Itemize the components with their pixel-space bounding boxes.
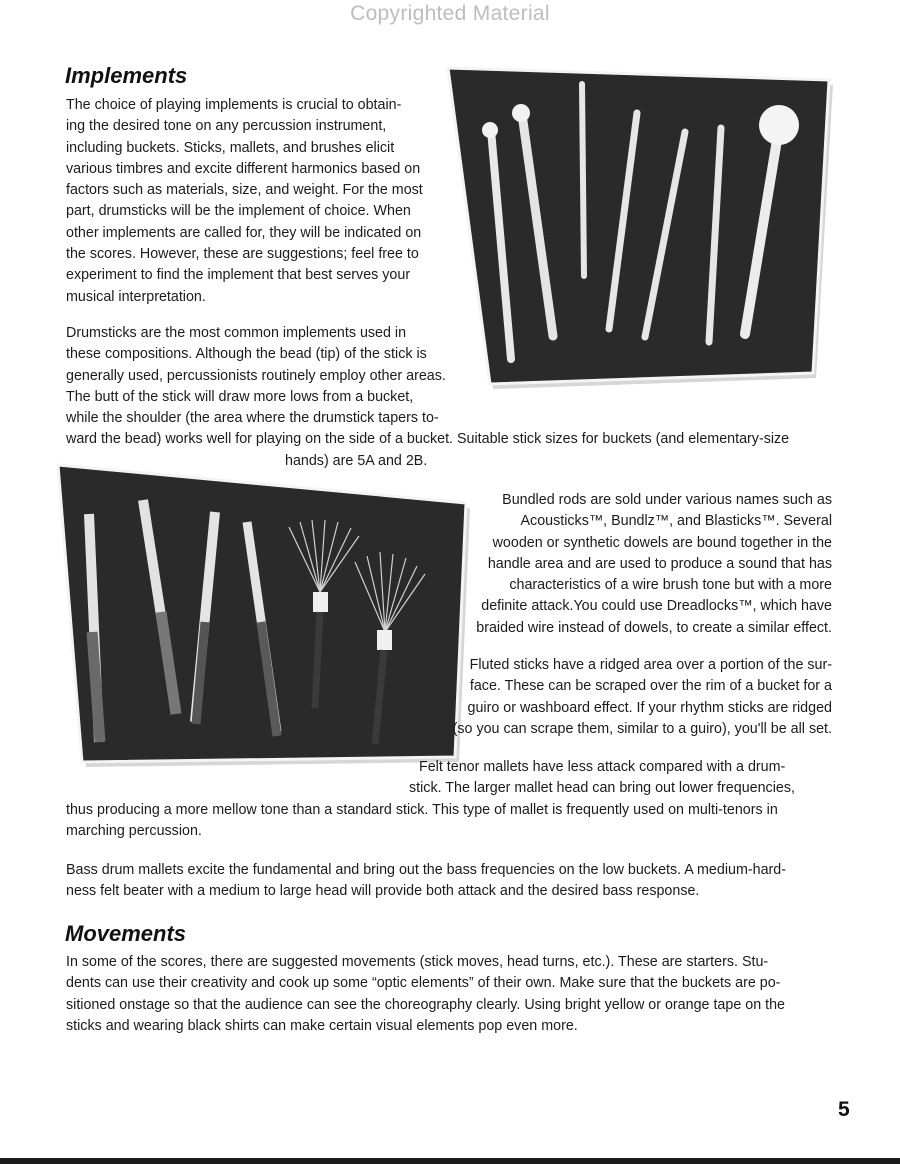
text-line: Fluted sticks have a ridged area over a portion of the sur- bbox=[469, 657, 832, 673]
text-line: various timbres and excite different harmonics based on bbox=[66, 160, 421, 177]
movements-heading: Movements bbox=[65, 921, 187, 946]
text-line: sitioned onstage so that the audience can see the choreography clearly. Using bright yellow or orange tape on the bbox=[66, 996, 786, 1013]
paragraph-bundled-rods bbox=[476, 490, 832, 639]
text-line: braided wire instead of dowels, to create a similar effect. bbox=[476, 619, 832, 636]
text-line: marching percussion. bbox=[66, 822, 202, 839]
text-line: generally used, percussionists routinely employ other areas. bbox=[66, 367, 446, 384]
paragraph-fluted-sticks bbox=[453, 655, 832, 740]
text-line: these compositions. Although the bead (tip) of the stick is bbox=[66, 346, 427, 363]
text-line: Bundled rods are sold under various names such as bbox=[502, 492, 832, 508]
text-line: The butt of the stick will draw more lows from a bucket, bbox=[66, 388, 414, 405]
implements-heading: Implements bbox=[65, 63, 188, 88]
text-line: Drumsticks are the most common implements used in bbox=[66, 325, 407, 341]
text-line: other implements are called for, they will be indicated on bbox=[66, 224, 422, 241]
rods-brushes-photo bbox=[55, 462, 475, 772]
text-line: dents can use their creativity and cook up some “optic elements” of their own. Make sure that the buckets are po- bbox=[66, 975, 781, 992]
text-line: Acousticks™, Bundlz™, and Blasticks™. Several bbox=[520, 513, 832, 530]
text-line: musical interpretation. bbox=[66, 288, 206, 305]
text-line: sticks and wearing black shirts can make certain visual elements pop even more. bbox=[66, 1017, 578, 1034]
text-line: ward the bead) works well for playing on the side of a bucket. Suitable stick sizes for buckets (and elementary-size bbox=[66, 431, 790, 448]
paragraph-bass-mallets bbox=[66, 860, 786, 903]
text-line: part, drumsticks will be the implement of choice. When bbox=[66, 203, 411, 220]
text-line: Felt tenor mallets have less attack compared with a drum- bbox=[419, 759, 786, 775]
paragraph-felt-mallets bbox=[66, 757, 795, 842]
text-line: In some of the scores, there are suggested movements (stick moves, head turns, etc.). These are starters. Stu- bbox=[66, 954, 769, 970]
text-line: characteristics of a wire brush tone but with a more bbox=[509, 577, 832, 594]
text-line: hands) are 5A and 2B. bbox=[285, 452, 428, 469]
text-line: definite attack.You could use Dreadlocks™, which have bbox=[481, 598, 832, 615]
text-line: ness felt beater with a medium to large head will provide both attack and the desired bass response. bbox=[66, 883, 700, 900]
text-line: stick. The larger mallet head can bring out lower frequencies, bbox=[409, 780, 795, 797]
page-number: 5 bbox=[838, 1098, 850, 1121]
text-line: factors such as materials, size, and weight. For the most bbox=[66, 182, 423, 199]
text-line: including buckets. Sticks, mallets, and brushes elicit bbox=[66, 139, 395, 156]
copyright-watermark: Copyrighted Material bbox=[350, 2, 550, 25]
text-line: thus producing a more mellow tone than a standard stick. This type of mallet is frequently used on multi-tenors in bbox=[66, 801, 778, 818]
text-line: Bass drum mallets excite the fundamental and bring out the bass frequencies on the low buckets. A medium-hard- bbox=[66, 862, 787, 878]
paragraph-movements bbox=[66, 952, 785, 1037]
text-line: while the shoulder (the area where the drumstick tapers to- bbox=[66, 410, 439, 427]
text-line: handle area and are used to produce a sound that has bbox=[487, 555, 832, 572]
bottom-border bbox=[0, 1158, 900, 1164]
text-line: the scores. However, these are suggestions; feel free to bbox=[66, 246, 419, 263]
text-line: The choice of playing implements is crucial to obtain- bbox=[66, 97, 402, 113]
text-line: face. These can be scraped over the rim of a bucket for a bbox=[469, 678, 832, 695]
text-line: guiro or washboard effect. If your rhythm sticks are ridged bbox=[467, 699, 832, 716]
text-line: ing the desired tone on any percussion instrument, bbox=[66, 118, 387, 135]
text-line: experiment to find the implement that best serves your bbox=[66, 267, 411, 284]
paragraph-implements-intro bbox=[66, 95, 423, 308]
text-line: wooden or synthetic dowels are bound together in the bbox=[492, 534, 832, 551]
drumsticks-mallets-photo bbox=[445, 64, 840, 394]
text-line: (so you can scrape them, similar to a guiro), you'll be all set. bbox=[452, 720, 832, 737]
